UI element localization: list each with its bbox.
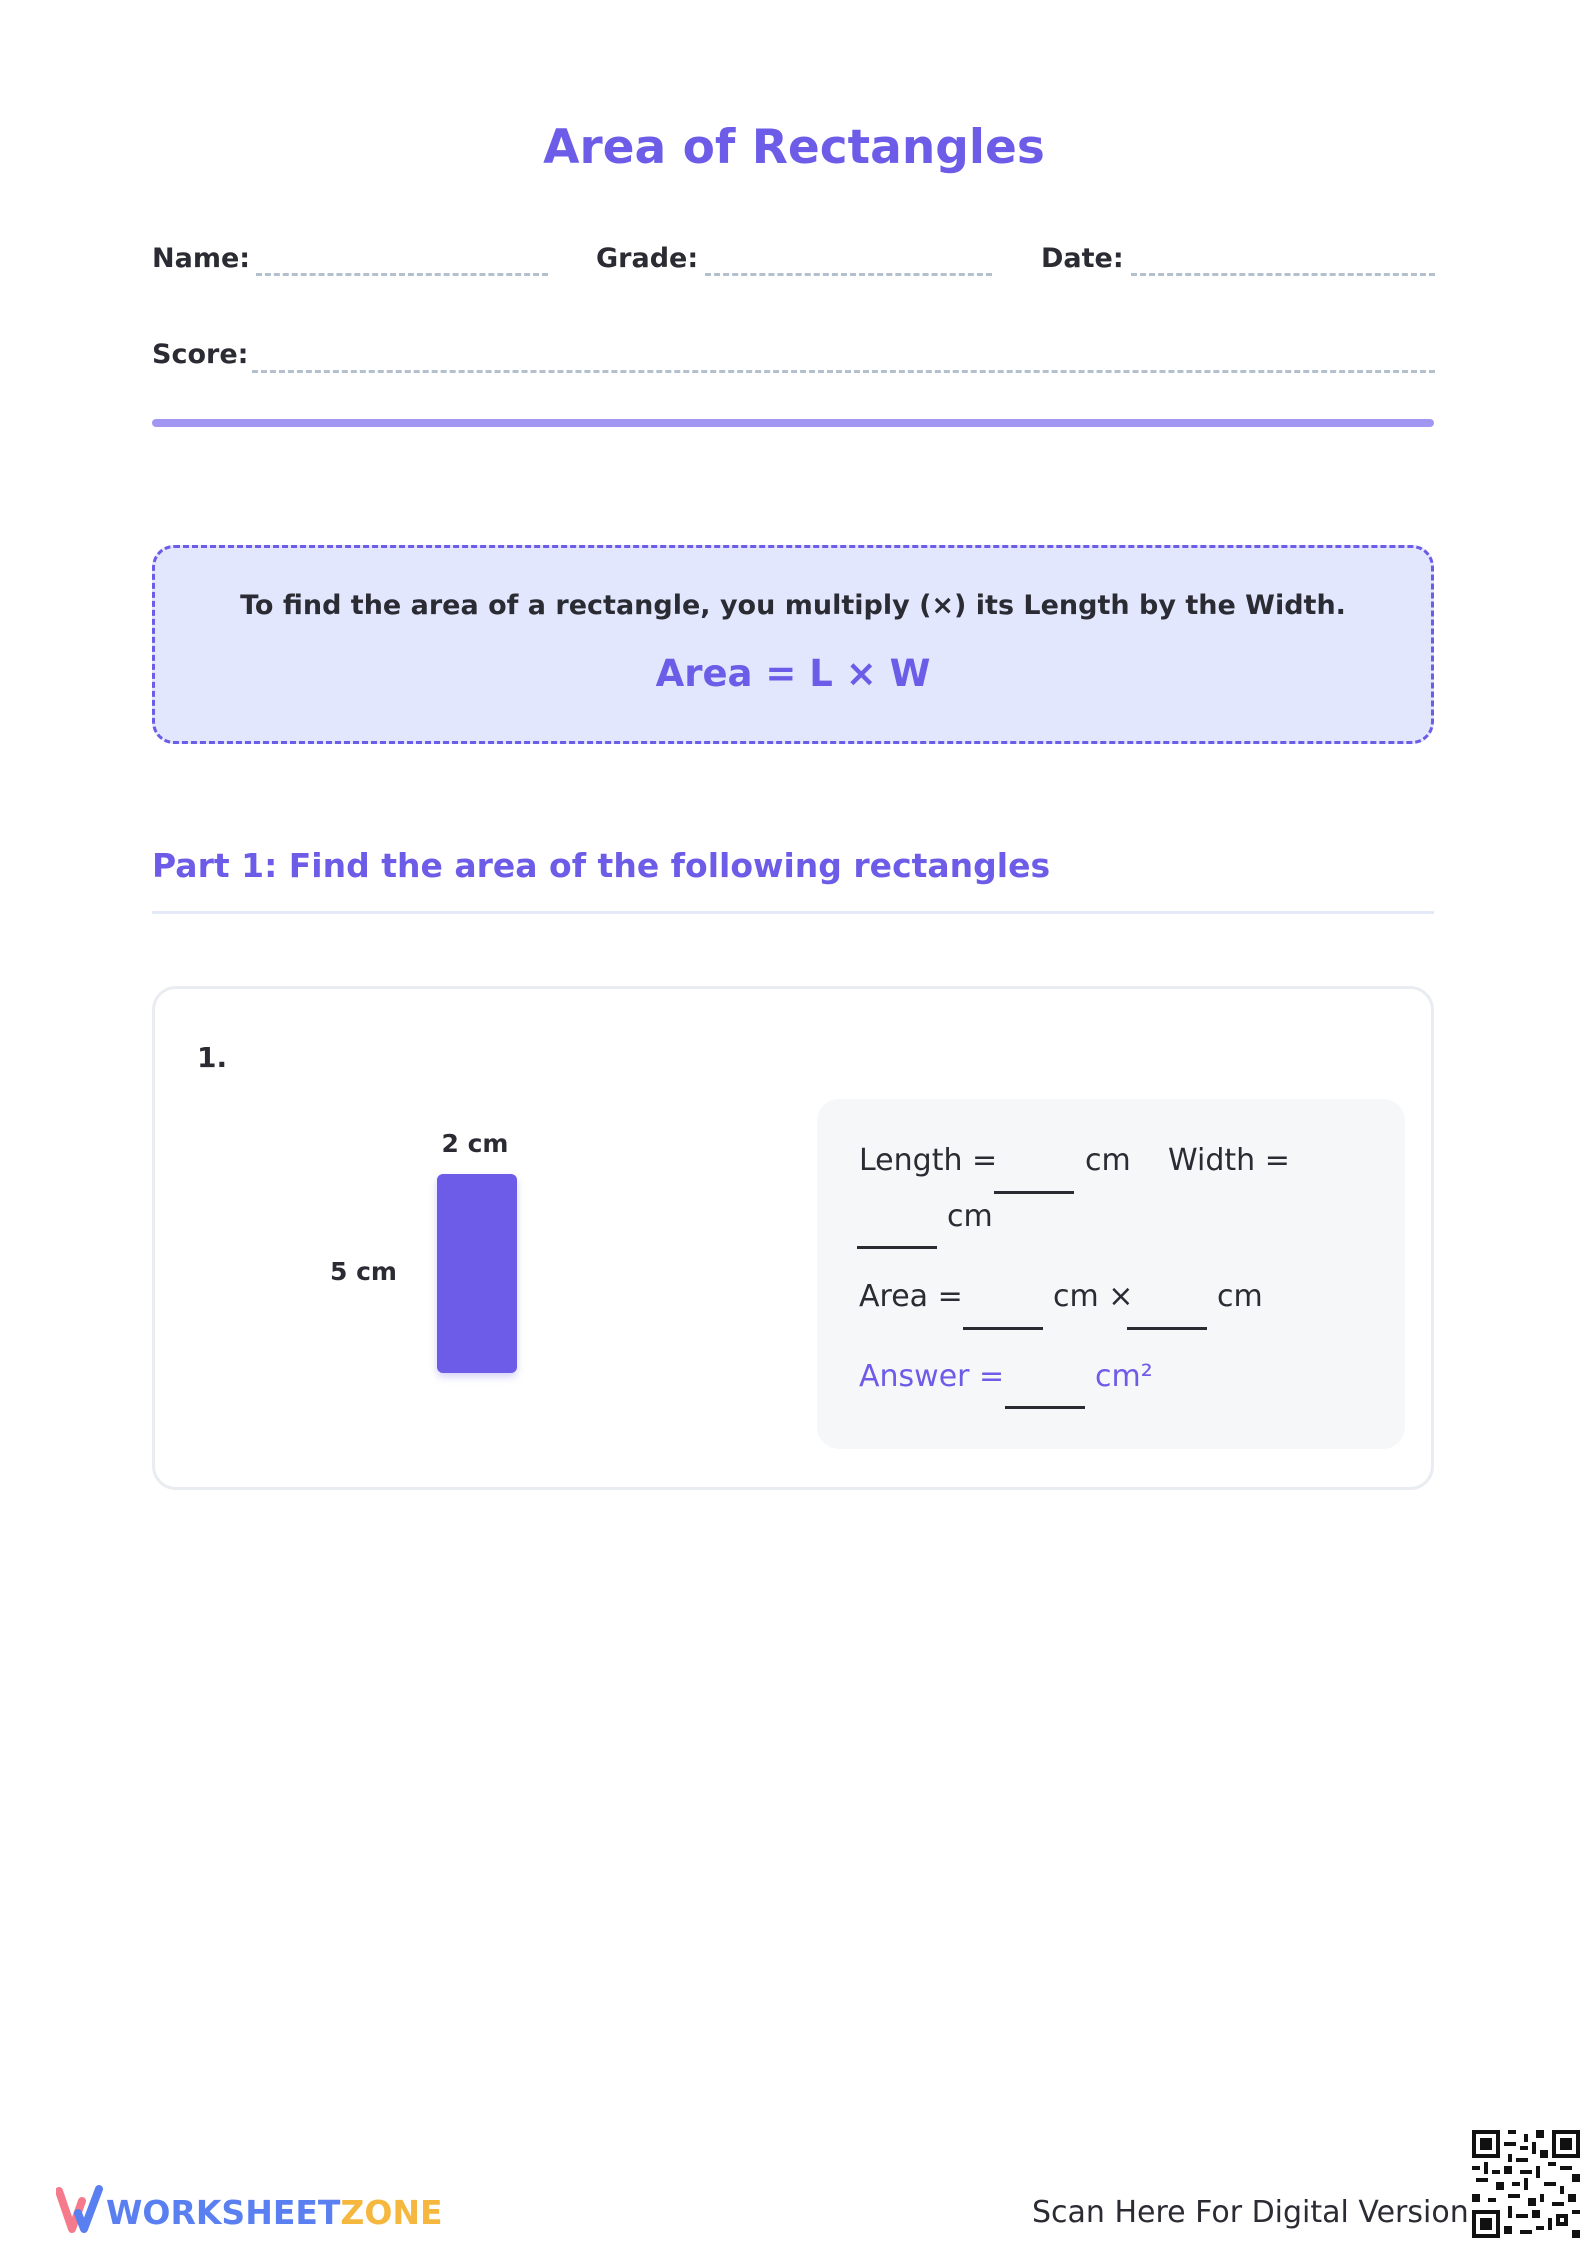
brand-name xyxy=(106,2193,443,2232)
length-unit: cm xyxy=(1085,1143,1131,1178)
question-card xyxy=(152,986,1434,1490)
brand-name-part1: WORKSHEET xyxy=(106,2193,341,2232)
grade-label: Grade: xyxy=(596,243,699,274)
width-dimension-label: 2 cm xyxy=(441,1129,509,1158)
question-number: 1. xyxy=(197,1041,228,1074)
page-title: Area of Rectangles xyxy=(543,120,1045,175)
date-field[interactable] xyxy=(1131,273,1435,276)
rectangle-figure xyxy=(437,1174,517,1373)
length-dimension-label: 5 cm xyxy=(330,1257,397,1286)
area-length-blank[interactable] xyxy=(963,1327,1043,1330)
area-times-unit: cm × xyxy=(1053,1279,1134,1314)
rule-box xyxy=(152,545,1434,744)
width-blank[interactable] xyxy=(857,1246,937,1249)
work-box xyxy=(817,1099,1405,1449)
part-divider xyxy=(152,911,1434,914)
qr-code-icon[interactable] xyxy=(1472,2130,1580,2238)
grade-field[interactable] xyxy=(705,273,992,276)
brand-name-part2: ZONE xyxy=(340,2193,443,2232)
area-formula: Area = L × W xyxy=(655,652,931,695)
name-field[interactable] xyxy=(256,273,548,276)
score-label: Score: xyxy=(152,339,249,370)
length-blank[interactable] xyxy=(994,1191,1074,1194)
worksheetzone-logo-icon xyxy=(56,2183,104,2235)
header-divider xyxy=(152,419,1434,427)
area-unit: cm xyxy=(1217,1279,1263,1314)
length-label: Length = xyxy=(859,1143,998,1178)
answer-label: Answer = xyxy=(859,1359,1005,1394)
width-unit: cm xyxy=(947,1199,993,1234)
area-label: Area = xyxy=(859,1279,963,1314)
area-width-blank[interactable] xyxy=(1127,1327,1207,1330)
name-label: Name: xyxy=(152,243,251,274)
answer-unit: cm² xyxy=(1095,1359,1153,1394)
answer-blank[interactable] xyxy=(1005,1406,1085,1409)
rule-text: To find the area of a rectangle, you multiply (×) its Length by the Width. xyxy=(240,590,1346,621)
part-title: Part 1: Find the area of the following rectangles xyxy=(152,846,1051,885)
width-label: Width = xyxy=(1168,1143,1290,1178)
scan-text: Scan Here For Digital Version xyxy=(1032,2195,1469,2230)
score-field[interactable] xyxy=(252,370,1435,373)
date-label: Date: xyxy=(1041,243,1124,274)
